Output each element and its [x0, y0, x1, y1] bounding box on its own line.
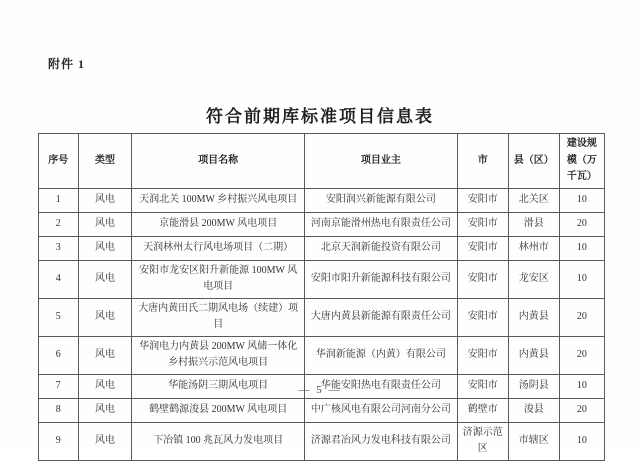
table-cell: 3 [39, 236, 79, 260]
table-cell: 风电 [78, 212, 132, 236]
table-cell: 汤阴县 [508, 374, 559, 398]
table-cell: 20 [559, 212, 604, 236]
table-cell: 风电 [78, 336, 132, 374]
table-cell: 5 [39, 298, 79, 336]
table-row [39, 260, 605, 298]
table-cell: 10 [559, 236, 604, 260]
table-cell: 中广核风电有限公司河南分公司 [305, 398, 458, 422]
table-cell: 安阳市 [457, 374, 508, 398]
table-cell: 北京天润新能投资有限公司 [305, 236, 458, 260]
table-cell: 8 [39, 398, 79, 422]
table-cell: 浚县 [508, 398, 559, 422]
header-row [39, 134, 605, 189]
table-cell: 安阳市 [457, 260, 508, 298]
table-cell: 安阳市 [457, 336, 508, 374]
table-row [39, 188, 605, 212]
table-cell: 天润林州太行风电场项目（二期） [132, 236, 305, 260]
table-cell: 大唐内黄县新能源有限责任公司 [305, 298, 458, 336]
page-number: — 5 — [298, 384, 342, 396]
table-cell: 1 [39, 188, 79, 212]
table-cell: 大唐内黄田氏二期风电场（续建）项目 [132, 298, 305, 336]
table-row [39, 236, 605, 260]
table-cell: 安阳市 [457, 298, 508, 336]
header-cell-scale: 建设规模（万千瓦） [559, 134, 604, 189]
project-table-body [39, 188, 605, 460]
table-cell: 济源示范区 [457, 422, 508, 460]
table-cell: 风电 [78, 188, 132, 212]
table-cell: 鹤壁鹤源浚县 200MW 风电项目 [132, 398, 305, 422]
table-cell: 安阳市 [457, 188, 508, 212]
attachment-label: 附件 1 [48, 57, 86, 71]
table-cell: 河南京能滑州热电有限责任公司 [305, 212, 458, 236]
table-cell: 鹤壁市 [457, 398, 508, 422]
table-cell: 华能安阳热电有限责任公司 [305, 374, 458, 398]
table-cell: 华润新能源（内黄）有限公司 [305, 336, 458, 374]
table-cell: 7 [39, 374, 79, 398]
table-cell: 10 [559, 260, 604, 298]
table-cell: 风电 [78, 298, 132, 336]
table-cell: 9 [39, 422, 79, 460]
table-cell: 4 [39, 260, 79, 298]
table-cell: 风电 [78, 260, 132, 298]
table-cell: 滑县 [508, 212, 559, 236]
table-row [39, 422, 605, 460]
table-row [39, 212, 605, 236]
table-cell: 龙安区 [508, 260, 559, 298]
table-cell: 风电 [78, 398, 132, 422]
table-cell: 安阳润兴新能源有限公司 [305, 188, 458, 212]
table-cell: 天润北关 100MW 乡村振兴风电项目 [132, 188, 305, 212]
project-table [38, 133, 605, 461]
table-cell: 林州市 [508, 236, 559, 260]
table-cell: 2 [39, 212, 79, 236]
table-cell: 济源君冶风力发电科技有限公司 [305, 422, 458, 460]
table-row [39, 298, 605, 336]
header-cell-type: 类型 [78, 134, 132, 189]
table-cell: 20 [559, 298, 604, 336]
table-cell: 下冶镇 100 兆瓦风力发电项目 [132, 422, 305, 460]
table-cell: 10 [559, 188, 604, 212]
table-cell: 20 [559, 398, 604, 422]
table-cell: 京能滑县 200MW 风电项目 [132, 212, 305, 236]
table-cell: 安阳市龙安区阳升新能源 100MW 风电项目 [132, 260, 305, 298]
table-cell: 内黄县 [508, 336, 559, 374]
header-cell-index: 序号 [39, 134, 79, 189]
table-cell: 10 [559, 422, 604, 460]
table-row [39, 398, 605, 422]
page-title: 符合前期库标准项目信息表 [206, 107, 434, 126]
table-row [39, 336, 605, 374]
header-cell-project-name: 项目名称 [132, 134, 305, 189]
table-cell: 20 [559, 336, 604, 374]
table-cell: 华能汤阴三期风电项目 [132, 374, 305, 398]
table-cell: 市辖区 [508, 422, 559, 460]
header-cell-county: 县（区） [508, 134, 559, 189]
table-cell: 内黄县 [508, 298, 559, 336]
table-cell: 风电 [78, 422, 132, 460]
table-cell: 北关区 [508, 188, 559, 212]
project-table-header [39, 134, 605, 189]
table-cell: 风电 [78, 374, 132, 398]
table-cell: 安阳市阳升新能源科技有限公司 [305, 260, 458, 298]
table-cell: 安阳市 [457, 212, 508, 236]
table-cell: 华润电力内黄县 200MW 风储一体化乡村振兴示范风电项目 [132, 336, 305, 374]
header-cell-city: 市 [457, 134, 508, 189]
header-cell-owner: 项目业主 [305, 134, 458, 189]
table-cell: 安阳市 [457, 236, 508, 260]
table-cell: 风电 [78, 236, 132, 260]
table-cell: 6 [39, 336, 79, 374]
table-cell: 10 [559, 374, 604, 398]
